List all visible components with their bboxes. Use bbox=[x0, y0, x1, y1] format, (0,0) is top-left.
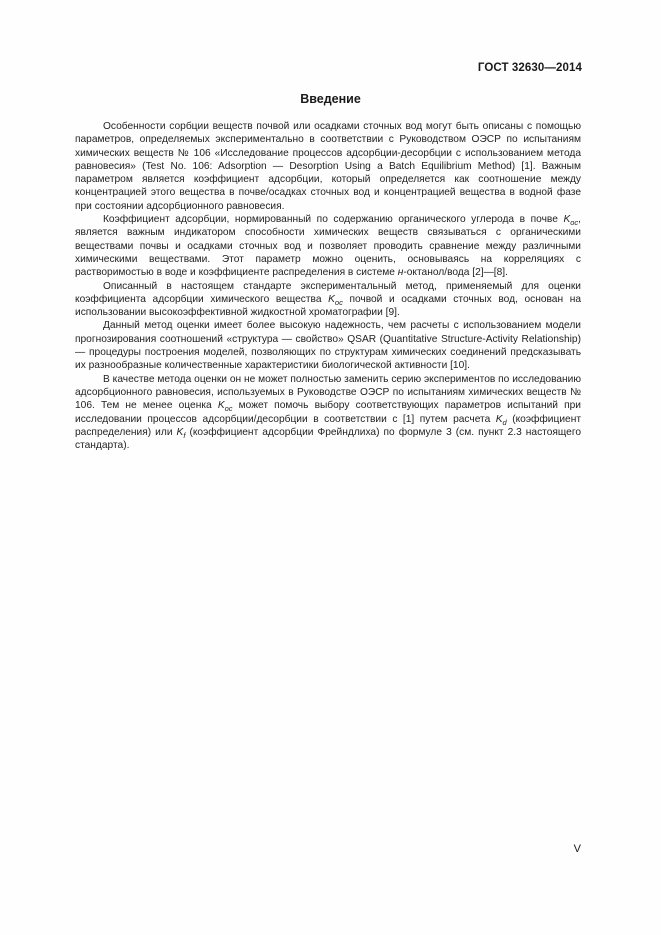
n-italic: н bbox=[397, 267, 404, 279]
paragraph-3-text-a: Описанный в настоящем стандарте экспериментальный метод, применяемый для оценки коэффициента адсорбции химического вещества bbox=[75, 280, 581, 305]
kd-subscript: d bbox=[502, 417, 507, 427]
paragraph-2-text-b: , является важным индикатором способности химических веществ связываться с органическими веществами почвы и осадками сточных вод и позволяет проводить сравнение между различными химическими веществами. Этот параметр можно оценить, основываясь на корреляциях с растворимостью в воде и коэффициенте распределения в системе bbox=[75, 214, 581, 279]
paragraph-5-text-c: (коэффициент распределения) или bbox=[75, 413, 581, 438]
paragraph-5-text-d: (коэффициент адсорбции Фрейндлиха) по формуле 3 (см. пункт 2.3 настоящего стандарта). bbox=[75, 426, 581, 452]
kf-subscript: f bbox=[183, 430, 186, 440]
section-title: Введение bbox=[300, 92, 361, 106]
paragraph-4: Данный метод оценки имеет более высокую надежность, чем расчеты с использованием модели прогнозирования соотношений «структура — свойство» QSAR (Quantitative Structure-Activity Relationship) — процедуры построения моделей, позволяющих по структурам химических соединений предсказывать их разнообразные количественные характеристики биологической активности [10]. bbox=[75, 320, 581, 372]
koc-variable: K bbox=[217, 400, 225, 412]
paragraph-1: Особенности сорбции веществ почвой или осадками сточных вод могут быть описаны с помощью параметров, определяемых экспериментально в соответствии с Руководством ОЭСР по испытаниям химических веществ № 106 «Исследование процессов адсорбции-десорбции с использованием метода равновесия» (Test No. 106: Adsorption — Desorption Using a Batch Equilibrium Method) [1]. Важным параметром является коэффициент адсорбции, который определяется как соотношение между концентрацией этого вещества в почве/осадках сточных вод и концентрацией вещества в водной фазе при состоянии адсорбционного равновесия. bbox=[75, 121, 581, 212]
paragraph-5-text-b: может помочь выбору соответствующих параметров испытаний при исследовании процессов адсорбции/десорбции в соответствии с [1] путем расчета bbox=[75, 400, 581, 425]
paragraph-2-text-c: -октанол/вода [2]—[8]. bbox=[403, 267, 508, 279]
page-number: V bbox=[573, 843, 581, 855]
kd-variable: K bbox=[495, 413, 503, 425]
koc-variable: K bbox=[563, 214, 571, 226]
paragraph-3 bbox=[75, 280, 581, 320]
koc-subscript: oc bbox=[570, 218, 579, 228]
paragraph-2 bbox=[75, 213, 581, 279]
paragraph-3-text-b: почвой и осадками сточных вод, основан на использовании высокоэффективной жидкостной хроматографии [9]. bbox=[75, 293, 582, 319]
koc-subscript: oc bbox=[224, 404, 233, 414]
document-code: ГОСТ 32630—2014 bbox=[477, 62, 582, 74]
paragraph-2-text-a: Коэффициент адсорбции, нормированный по содержанию органического углерода в почве bbox=[103, 214, 564, 226]
koc-variable: K bbox=[328, 293, 335, 305]
paragraph-5 bbox=[75, 373, 581, 453]
body-text bbox=[75, 120, 581, 452]
kf-variable: K bbox=[176, 426, 184, 438]
paragraph-5-text-a: В качестве метода оценки он не может полностью заменить серию экспериментов по исследованию адсорбционного равновесия, используемых в Руководстве ОЭСР по испытаниям химических веществ № 106. Тем не менее оценка bbox=[75, 373, 581, 412]
koc-subscript: oc bbox=[334, 297, 343, 307]
